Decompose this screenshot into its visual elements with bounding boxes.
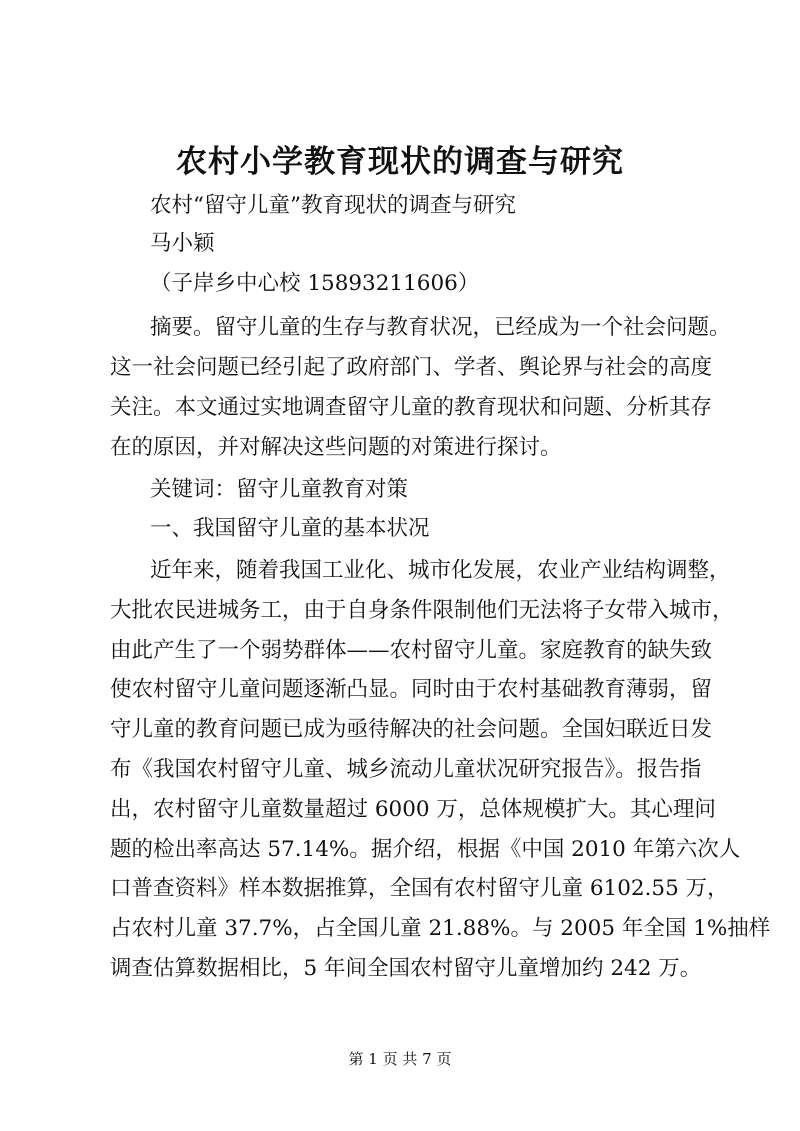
keywords: 关键词：留守儿童教育对策 xyxy=(150,477,409,502)
body-line: 口普查资料》样本数据推算，全国有农村留守儿童 6102.55 万， xyxy=(110,876,729,901)
section-heading: 一、我国留守儿童的基本状况 xyxy=(150,516,430,541)
body-line: 由此产生了一个弱势群体——农村留守儿童。家庭教育的缺失致 xyxy=(110,638,713,663)
body-line: 出，农村留守儿童数量超过 6000 万，总体规模扩大。其心理问 xyxy=(110,797,716,822)
abstract-line: 摘要。留守儿童的生存与教育状况，已经成为一个社会问题。 xyxy=(150,315,731,340)
body-line: 题的检出率高达 57.14%。据介绍，根据《中国 2010 年第六次人 xyxy=(110,837,741,862)
document-title: 农村小学教育现状的调查与研究 xyxy=(176,144,624,180)
abstract-line: 在的原因，并对解决这些问题的对策进行探讨。 xyxy=(110,435,562,460)
body-line: 近年来，随着我国工业化、城市化发展，农业产业结构调整， xyxy=(150,558,731,583)
body-line: 布《我国农村留守儿童、城乡流动儿童状况研究报告》。报告指 xyxy=(110,757,702,782)
abstract-line: 这一社会问题已经引起了政府部门、学者、舆论界与社会的高度 xyxy=(110,355,713,380)
body-line: 大批农民进城务工，由于自身条件限制他们无法将子女带入城市， xyxy=(110,598,734,623)
author-affiliation: （子岸乡中心校 15893211606） xyxy=(150,271,480,296)
abstract-line: 关注。本文通过实地调查留守儿童的教育现状和问题、分析其存 xyxy=(110,395,713,420)
article-subtitle: 农村“留守儿童”教育现状的调查与研究 xyxy=(150,193,516,218)
body-line: 调查估算数据相比，5 年间全国农村留守儿童增加约 242 万。 xyxy=(110,956,702,981)
body-line: 守儿童的教育问题已成为亟待解决的社会问题。全国妇联近日发 xyxy=(110,717,713,742)
body-line: 占农村儿童 37.7%，占全国儿童 21.88%。与 2005 年全国 1%抽样 xyxy=(110,916,771,941)
author-name: 马小颖 xyxy=(150,231,215,256)
page-number: 第 1 页 共 7 页 xyxy=(348,1050,452,1068)
body-line: 使农村留守儿童问题逐渐凸显。同时由于农村基础教育薄弱，留 xyxy=(110,677,713,702)
